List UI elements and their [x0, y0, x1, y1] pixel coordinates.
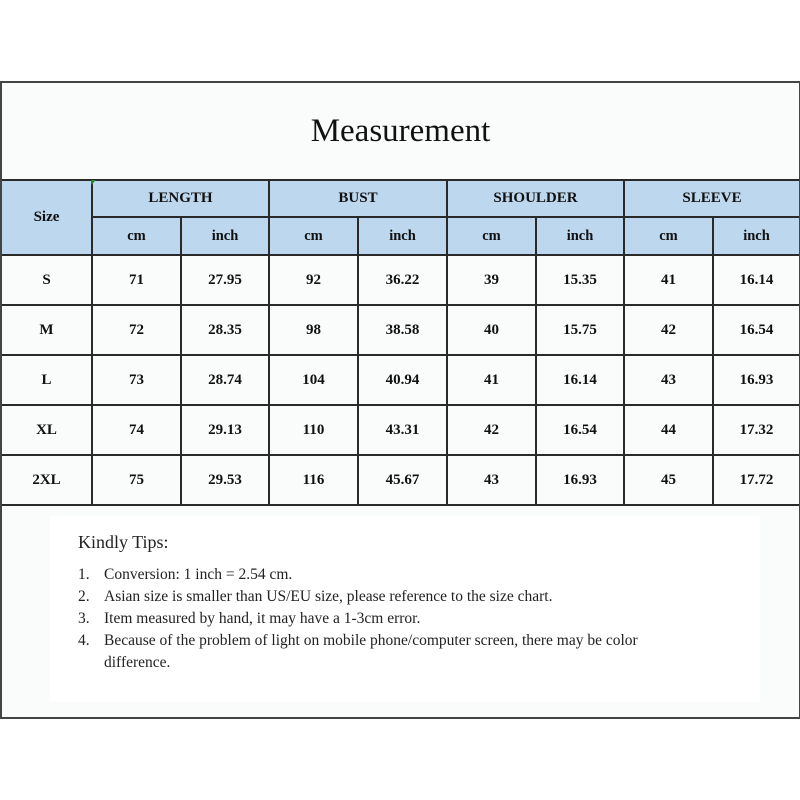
value-cell: 71 — [92, 255, 181, 305]
value-cell: 16.14 — [536, 355, 624, 405]
value-cell: 43 — [447, 455, 536, 505]
group-header-sleeve: SLEEVE — [624, 180, 799, 217]
value-cell: 75 — [92, 455, 181, 505]
value-cell: 39 — [447, 255, 536, 305]
value-cell: 45 — [624, 455, 713, 505]
size-table — [2, 179, 799, 506]
tip-number: 3. — [78, 610, 90, 627]
value-cell: 43.31 — [358, 405, 447, 455]
chart-title: Measurement — [310, 112, 491, 149]
value-cell: 104 — [269, 355, 358, 405]
value-cell: 42 — [447, 405, 536, 455]
cell-corner-marker — [91, 180, 96, 185]
value-cell: 27.95 — [181, 255, 269, 305]
size-cell: M — [2, 305, 92, 355]
value-cell: 36.22 — [358, 255, 447, 305]
value-cell: 16.54 — [536, 405, 624, 455]
value-cell: 116 — [269, 455, 358, 505]
value-cell: 16.54 — [713, 305, 799, 355]
value-cell: 41 — [624, 255, 713, 305]
value-cell: 16.14 — [713, 255, 799, 305]
unit-header: inch — [536, 217, 624, 255]
value-cell: 15.75 — [536, 305, 624, 355]
table-row — [2, 355, 799, 405]
value-cell: 28.74 — [181, 355, 269, 405]
value-cell: 17.72 — [713, 455, 799, 505]
size-cell: L — [2, 355, 92, 405]
value-cell: 28.35 — [181, 305, 269, 355]
size-header: Size — [2, 180, 92, 255]
tip-number: 2. — [78, 588, 90, 605]
value-cell: 98 — [269, 305, 358, 355]
value-cell: 16.93 — [536, 455, 624, 505]
unit-header: inch — [181, 217, 269, 255]
table-row — [2, 405, 799, 455]
table-row — [2, 455, 799, 505]
value-cell: 92 — [269, 255, 358, 305]
value-cell: 29.53 — [181, 455, 269, 505]
size-cell: XL — [2, 405, 92, 455]
table-row — [2, 255, 799, 305]
value-cell: 40 — [447, 305, 536, 355]
unit-header: cm — [624, 217, 713, 255]
value-cell: 17.32 — [713, 405, 799, 455]
value-cell: 43 — [624, 355, 713, 405]
tip-item — [50, 564, 750, 586]
tip-text: Asian size is smaller than US/EU size, please reference to the size chart. — [104, 588, 553, 605]
value-cell: 38.58 — [358, 305, 447, 355]
unit-header: cm — [92, 217, 181, 255]
group-header-length: LENGTH — [92, 180, 269, 217]
value-cell: 44 — [624, 405, 713, 455]
value-cell: 15.35 — [536, 255, 624, 305]
tip-item — [50, 630, 750, 674]
unit-header: cm — [447, 217, 536, 255]
value-cell: 40.94 — [358, 355, 447, 405]
unit-header: inch — [713, 217, 799, 255]
tips-panel — [50, 516, 760, 702]
table-row — [2, 305, 799, 355]
value-cell: 45.67 — [358, 455, 447, 505]
value-cell: 74 — [92, 405, 181, 455]
value-cell: 72 — [92, 305, 181, 355]
unit-header: inch — [358, 217, 447, 255]
tip-text: Conversion: 1 inch = 2.54 cm. — [104, 566, 293, 583]
tip-number: 4. — [78, 632, 90, 649]
group-header-shoulder: SHOULDER — [447, 180, 624, 217]
tip-text: Item measured by hand, it may have a 1-3cm error. — [104, 610, 421, 627]
value-cell: 42 — [624, 305, 713, 355]
value-cell: 41 — [447, 355, 536, 405]
size-cell: S — [2, 255, 92, 305]
tip-item — [50, 586, 750, 608]
value-cell: 16.93 — [713, 355, 799, 405]
group-header-bust: BUST — [269, 180, 447, 217]
tips-list — [50, 564, 750, 674]
tip-number: 1. — [78, 566, 90, 583]
size-cell: 2XL — [2, 455, 92, 505]
value-cell: 73 — [92, 355, 181, 405]
tip-item — [50, 608, 750, 630]
tip-text: Because of the problem of light on mobile phone/computer screen, there may be color difference. — [104, 632, 638, 671]
unit-header: cm — [269, 217, 358, 255]
value-cell: 110 — [269, 405, 358, 455]
value-cell: 29.13 — [181, 405, 269, 455]
tips-title: Kindly Tips: — [78, 532, 169, 552]
measurement-chart — [0, 81, 800, 719]
